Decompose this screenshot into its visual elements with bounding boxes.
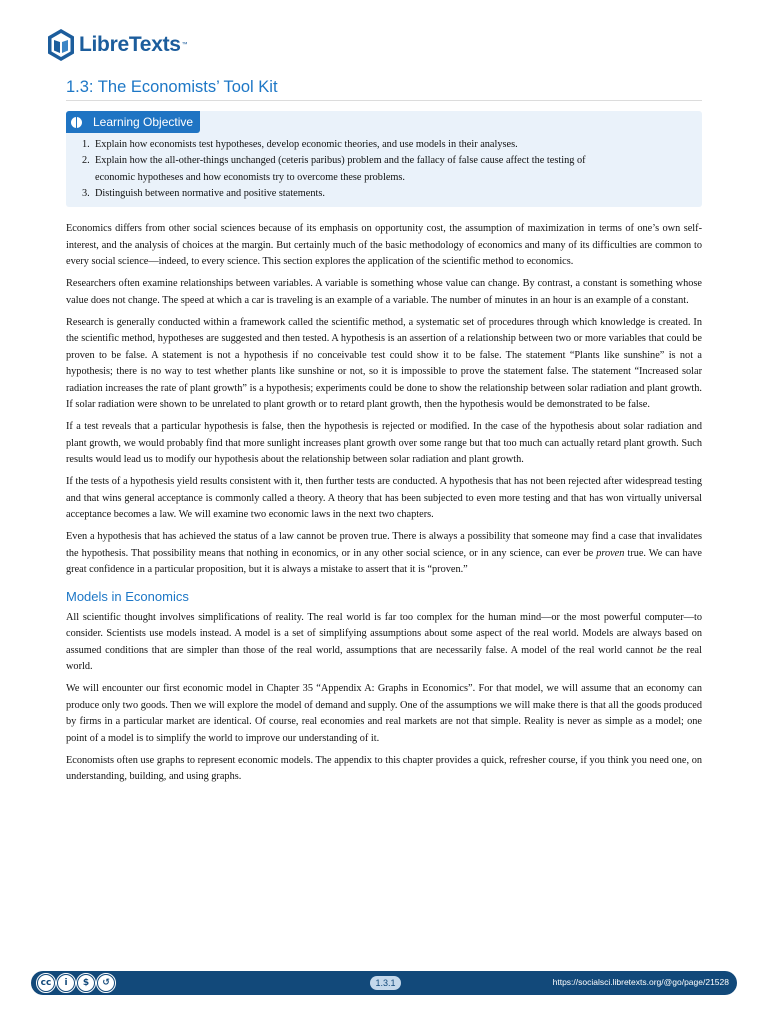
body-paragraph bbox=[66, 529, 702, 579]
libretexts-logo-icon bbox=[46, 28, 76, 62]
list-item bbox=[82, 137, 694, 153]
list-item bbox=[82, 153, 694, 186]
list-item-text: Explain how the all-other-things unchanged (ceteris paribus) problem and the fallacy of false cause affect the testing of bbox=[95, 155, 586, 167]
learning-objective-header bbox=[66, 111, 200, 133]
section-heading: Models in Economics bbox=[66, 588, 189, 604]
title-divider bbox=[66, 100, 702, 101]
main-content bbox=[66, 221, 702, 791]
body-paragraph: If a test reveals that a particular hypothesis is false, then the hypothesis is rejected or modified. In the case of the hypothesis about solar radiation and plant growth, we would probably find that more sunlight increases plant growth over some range but that too much can actually retard plant growth. Such results would lead us to modify our hypothesis about the relationship between solar radiation and plant growth. bbox=[66, 421, 702, 465]
text-run: All scientific thought involves simplifications of reality. The real world is far too complex for the human mind—or the most powerful computer—to consider. Scientists use models instead. A model is a set of simplifying assumptions about some aspect of the real world. Models are always based on assumed conditions that are simpler than those of the real world, assumptions that are necessarily false. A model of the real world cannot bbox=[66, 611, 702, 656]
cc-icon: cc bbox=[37, 974, 55, 992]
sa-icon: ↺ bbox=[97, 974, 115, 992]
brand-trademark: ™ bbox=[181, 42, 188, 48]
nc-icon: $ bbox=[77, 974, 95, 992]
body-paragraph: Researchers often examine relationships between variables. A variable is something whose value can change. By contrast, a constant is something whose value does not change. The speed at which a car is traveling is an example of a variable. The number of minutes in an hour is an example of a constant. bbox=[66, 278, 702, 306]
text-run: true. We can have great confidence in a particular proposition, but it is always a mistake to assert that it is “proven.” bbox=[66, 547, 702, 575]
emphasis: proven bbox=[596, 547, 625, 559]
body-paragraph: We will encounter our first economic model in Chapter 35 “Appendix A: Graphs in Economics”. For that model, we will assume that an economy can produce only two goods. Then we will explore the model of demand and supply. One of the assumptions we will make there is that all the goods produced by firms in a particular market are identical. Of course, real economies and real markets are not that simple. Reality is never as simple as a model; one point of a model is to simplify the world to improve our understanding of it. bbox=[66, 683, 702, 744]
body-paragraph: Economics differs from other social sciences because of its emphasis on opportunity cost, the assumption of maximization in terms of one’s own self-interest, and the analysis of choices at the margin. But certainly much of the basic methodology of economics and many of its difficulties are common to every social science—indeed, to every science. This section explores the application of the scientific method to economics. bbox=[66, 223, 702, 267]
learning-objective-list bbox=[82, 137, 694, 203]
list-item bbox=[82, 186, 694, 202]
page-title: 1.3: The Economists’ Tool Kit bbox=[66, 78, 278, 96]
brand-name: LibreTexts bbox=[79, 33, 181, 56]
list-item-text: Explain how economists test hypotheses, develop economic theories, and use models in their analyses. bbox=[95, 139, 518, 150]
page-number: 1.3.1 bbox=[370, 976, 401, 990]
list-item-number: 1. bbox=[82, 139, 90, 150]
list-item-text-continued: economic hypotheses and how economists try to overcome these problems. bbox=[95, 171, 405, 183]
learning-objective-box bbox=[66, 111, 702, 207]
text-run: Even a hypothesis that has achieved the status of a law cannot be proven true. There is always a possibility that someone may find a case that invalidates the hypothesis. That possibility means that nothing in economics, or in any other social science, or in any science, can ever be bbox=[66, 531, 702, 559]
text-run: the real world. bbox=[66, 644, 702, 672]
body-paragraph: Economists often use graphs to represent economic models. The appendix to this chapter provides a quick, refresher course, if you think you need one, on understanding, building, and using graphs. bbox=[66, 754, 702, 782]
list-item-number: 3. bbox=[82, 188, 90, 200]
book-icon bbox=[71, 117, 82, 128]
learning-objective-heading: Learning Objective bbox=[93, 115, 194, 129]
libretexts-logo[interactable] bbox=[46, 27, 188, 63]
page-url-link[interactable]: https://socialsci.libretexts.org/@go/page/21528 bbox=[552, 977, 729, 987]
list-item-number: 2. bbox=[82, 155, 90, 167]
page-footer bbox=[31, 971, 737, 995]
list-item-text: Distinguish between normative and positive statements. bbox=[95, 188, 325, 200]
body-paragraph bbox=[66, 610, 702, 676]
cc-license-badge[interactable] bbox=[37, 973, 115, 993]
body-paragraph: If the tests of a hypothesis yield results consistent with it, then further tests are conducted. A hypothesis that has not been rejected after widespread testing and that wins general acceptance is commonly called a theory. A theory that has been subjected to even more testing and that has won virtually universal acceptance becomes a law. We will examine two economic laws in the next two chapters. bbox=[66, 476, 702, 520]
by-icon: i bbox=[57, 974, 75, 992]
emphasis: be bbox=[656, 644, 667, 656]
body-paragraph: Research is generally conducted within a framework called the scientific method, a systematic set of procedures through which knowledge is created. In the scientific method, hypotheses are suggested and then tested. A hypothesis is an assertion of a relationship between two or more variables that could be proven to be false. A statement is not a hypothesis if no conceivable test could show it to be false. The statement “Plants like sunshine” is not a hypothesis; there is no way to test whether plants like sunshine or not, so it is impossible to prove the statement false. The statement “Increased solar radiation increases the rate of plant growth” is a hypothesis; experiments could be done to show the relationship between solar radiation and plant growth. If solar radiation were shown to be unrelated to plant growth or to retard plant growth, then the hypothesis would be demonstrated to be false. bbox=[66, 316, 702, 410]
